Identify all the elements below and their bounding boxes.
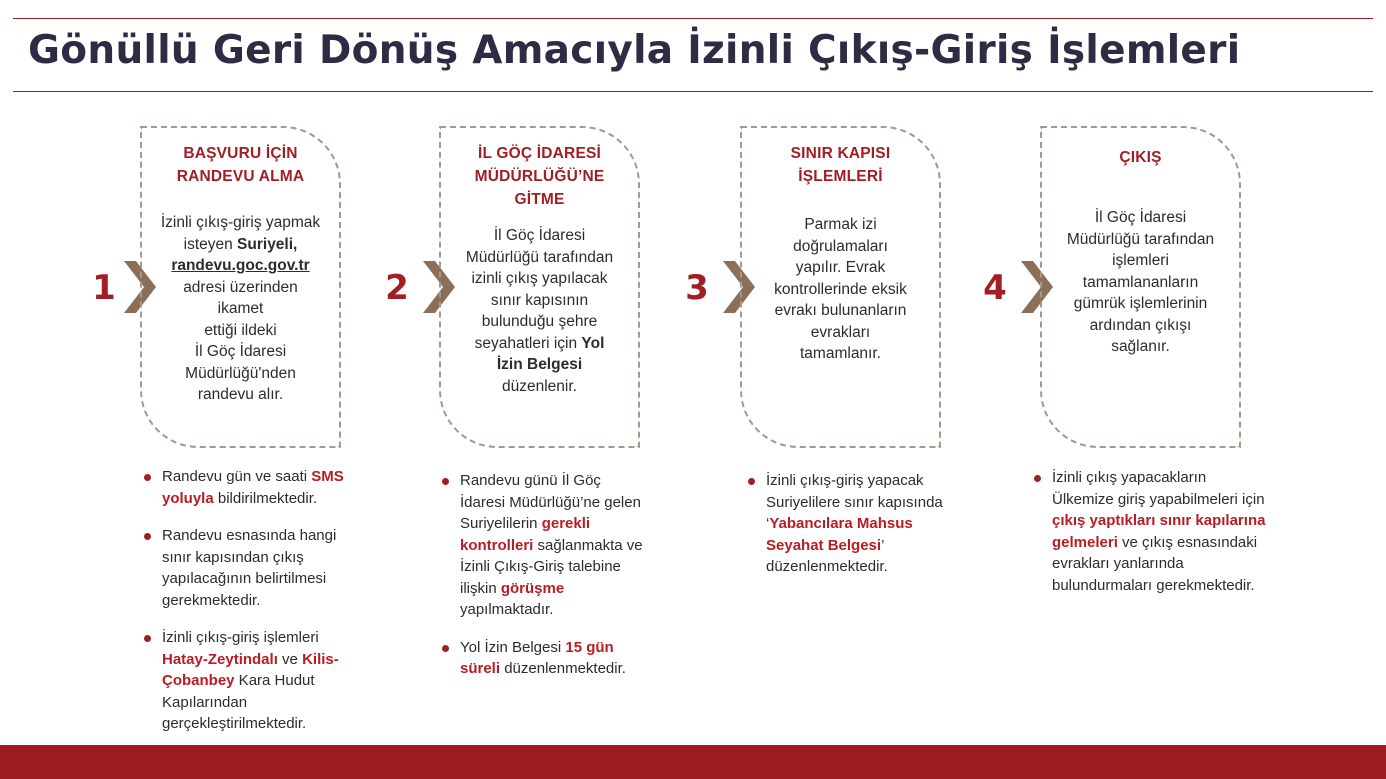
list-item: Randevu günü İl Göç İdaresi Müdürlüğü’ne gelen Suriyelilerin gerekli kontrolleri sağlanmakta ve İzinli Çıkış-Giriş talebine ilişkin görüşme yapılmaktadır. bbox=[440, 470, 645, 621]
page-title: Gönüllü Geri Dönüş Amacıyla İzinli Çıkış-Giriş İşlemleri bbox=[28, 28, 1241, 73]
step-2-body: İl Göç İdaresi Müdürlüğü tarafından izinli çıkış yapılacak sınır kapısının bulunduğu şehre seyahatleri için Yol İzin Belgesi düzenlenir. bbox=[465, 227, 614, 395]
list-item: Yol İzin Belgesi 15 gün süreli düzenlenmektedir. bbox=[440, 637, 645, 680]
step-3-bullets bbox=[746, 470, 951, 594]
step-1-body: İzinli çıkış-giriş yapmak isteyen Suriyeli, randevu.goc.gov.tr adresi üzerinden ikamet ettiği ildeki İl Göç İdaresi Müdürlüğü'nden randevu alır. bbox=[152, 212, 329, 406]
appointment-website-link[interactable]: randevu.goc.gov.tr bbox=[171, 257, 310, 274]
step-4-bullets bbox=[1032, 467, 1272, 612]
step-4-card bbox=[1040, 126, 1241, 448]
step-4-number: 4 bbox=[983, 268, 1007, 308]
step-2-number: 2 bbox=[385, 268, 409, 308]
title-top-rule bbox=[13, 18, 1373, 19]
list-item: İzinli çıkış-giriş işlemleri Hatay-Zeytindalı ve Kilis-Çobanbey Kara Hudut Kapılarından gerçekleştirilmektedir. bbox=[142, 627, 362, 735]
step-3-body: Parmak izi doğrulamaları yapılır. Evrak kontrollerinde eksik evrakı bulunanların evrakları tamamlanır. bbox=[774, 216, 907, 362]
step-4-title: ÇIKIŞ bbox=[1119, 149, 1162, 166]
list-item: Randevu esnasında hangi sınır kapısından çıkış yapılacağının belirtilmesi gerekmektedir. bbox=[142, 525, 362, 611]
step-3-number: 3 bbox=[685, 268, 709, 308]
step-3-title: SINIR KAPISI İŞLEMLERİ bbox=[790, 145, 891, 185]
footer-bar bbox=[0, 745, 1386, 779]
list-item: İzinli çıkış-giriş yapacak Suriyelilere sınır kapısında ‘Yabancılara Mahsus Seyahat Belgesi’ düzenlenmektedir. bbox=[746, 470, 951, 578]
title-bottom-rule bbox=[13, 91, 1373, 92]
step-2-bullets bbox=[440, 470, 645, 696]
step-3-card bbox=[740, 126, 941, 448]
list-item: Randevu gün ve saati SMS yoluyla bildirilmektedir. bbox=[142, 466, 362, 509]
list-item: İzinli çıkış yapacakların Ülkemize giriş yapabilmeleri için çıkış yaptıkları sınır kapılarına gelmeleri ve çıkış esnasındaki evrakları yanlarında bulundurmaları gerekmektedir. bbox=[1032, 467, 1272, 596]
step-2-card bbox=[439, 126, 640, 448]
step-1-number: 1 bbox=[92, 268, 116, 308]
step-1-title: BAŞVURU İÇİN RANDEVU ALMA bbox=[176, 145, 305, 185]
step-2-title: İL GÖÇ İDARESİ MÜDÜRLÜĞÜ’NE GİTME bbox=[474, 145, 605, 208]
step-1-bullets bbox=[142, 466, 362, 751]
step-4-body: İl Göç İdaresi Müdürlüğü tarafından işlemleri tamamlananların gümrük işlemlerinin ardından çıkışı sağlanır. bbox=[1066, 209, 1215, 355]
step-1-card bbox=[140, 126, 341, 448]
